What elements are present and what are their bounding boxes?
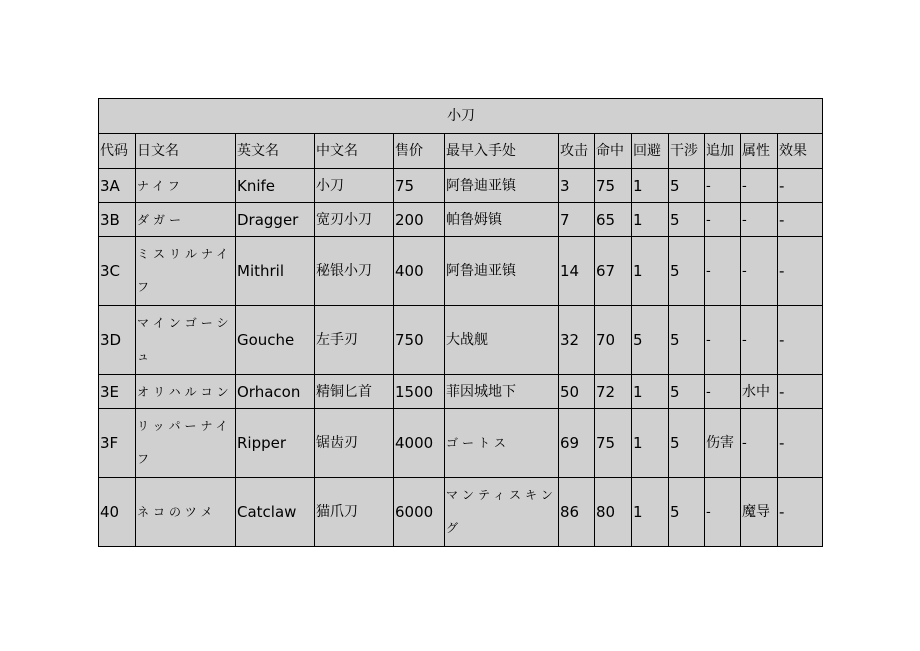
cell-effect: -	[778, 169, 823, 203]
cell-attack: 69	[559, 409, 595, 478]
table-title-row	[99, 99, 823, 134]
cell-bonus: -	[705, 237, 741, 306]
cell-evasion: 1	[632, 375, 669, 409]
cell-first-obtained: 大战舰	[445, 306, 559, 375]
header-evasion: 回避	[632, 134, 669, 169]
cell-jp-name: ミスリルナイフ	[136, 237, 236, 306]
header-price: 售价	[394, 134, 445, 169]
header-bonus: 追加	[705, 134, 741, 169]
cell-bonus: -	[705, 169, 741, 203]
header-en-name: 英文名	[236, 134, 315, 169]
cell-element: -	[741, 409, 778, 478]
table-row	[99, 237, 823, 306]
cell-bonus: -	[705, 203, 741, 237]
cell-accuracy: 67	[595, 237, 632, 306]
cell-evasion: 1	[632, 203, 669, 237]
cell-evasion: 5	[632, 306, 669, 375]
cell-element: -	[741, 169, 778, 203]
table-row	[99, 169, 823, 203]
cell-attack: 3	[559, 169, 595, 203]
table-row	[99, 375, 823, 409]
cell-element: 水中	[741, 375, 778, 409]
cell-interference: 5	[669, 169, 705, 203]
cell-first-obtained: 阿鲁迪亚镇	[445, 237, 559, 306]
cell-accuracy: 75	[595, 169, 632, 203]
table-row	[99, 478, 823, 547]
header-code: 代码	[99, 134, 136, 169]
header-first-obtained: 最早入手处	[445, 134, 559, 169]
cell-cn-name: 左手刃	[315, 306, 394, 375]
cell-effect: -	[778, 409, 823, 478]
cell-first-obtained: 阿鲁迪亚镇	[445, 169, 559, 203]
cell-cn-name: 秘银小刀	[315, 237, 394, 306]
cell-jp-name: オリハルコン	[136, 375, 236, 409]
header-accuracy: 命中	[595, 134, 632, 169]
cell-first-obtained: 菲因城地下	[445, 375, 559, 409]
cell-first-obtained: マンティスキング	[445, 478, 559, 547]
cell-attack: 32	[559, 306, 595, 375]
cell-evasion: 1	[632, 478, 669, 547]
cell-effect: -	[778, 237, 823, 306]
cell-en-name: Dragger	[236, 203, 315, 237]
cell-bonus: 伤害	[705, 409, 741, 478]
cell-bonus: -	[705, 478, 741, 547]
header-element: 属性	[741, 134, 778, 169]
cell-code: 3F	[99, 409, 136, 478]
cell-en-name: Ripper	[236, 409, 315, 478]
cell-cn-name: 锯齿刃	[315, 409, 394, 478]
header-effect: 效果	[778, 134, 823, 169]
cell-interference: 5	[669, 409, 705, 478]
header-attack: 攻击	[559, 134, 595, 169]
cell-interference: 5	[669, 306, 705, 375]
cell-cn-name: 宽刃小刀	[315, 203, 394, 237]
cell-en-name: Knife	[236, 169, 315, 203]
cell-interference: 5	[669, 375, 705, 409]
table-row	[99, 409, 823, 478]
cell-attack: 50	[559, 375, 595, 409]
cell-attack: 14	[559, 237, 595, 306]
cell-effect: -	[778, 306, 823, 375]
cell-attack: 7	[559, 203, 595, 237]
cell-price: 4000	[394, 409, 445, 478]
cell-code: 40	[99, 478, 136, 547]
header-interference: 干涉	[669, 134, 705, 169]
cell-code: 3D	[99, 306, 136, 375]
cell-bonus: -	[705, 306, 741, 375]
cell-code: 3B	[99, 203, 136, 237]
cell-evasion: 1	[632, 409, 669, 478]
cell-en-name: Orhacon	[236, 375, 315, 409]
cell-effect: -	[778, 375, 823, 409]
cell-first-obtained: 帕鲁姆镇	[445, 203, 559, 237]
cell-first-obtained: ゴートス	[445, 409, 559, 478]
cell-price: 6000	[394, 478, 445, 547]
table-header-row	[99, 134, 823, 169]
cell-price: 400	[394, 237, 445, 306]
cell-element: 魔导	[741, 478, 778, 547]
knife-weapon-table	[98, 98, 823, 547]
cell-code: 3E	[99, 375, 136, 409]
cell-cn-name: 精铜匕首	[315, 375, 394, 409]
table-title: 小刀	[99, 99, 823, 134]
cell-code: 3A	[99, 169, 136, 203]
cell-price: 75	[394, 169, 445, 203]
cell-effect: -	[778, 203, 823, 237]
cell-bonus: -	[705, 375, 741, 409]
cell-evasion: 1	[632, 169, 669, 203]
cell-accuracy: 80	[595, 478, 632, 547]
cell-jp-name: ナイフ	[136, 169, 236, 203]
cell-effect: -	[778, 478, 823, 547]
cell-interference: 5	[669, 237, 705, 306]
cell-evasion: 1	[632, 237, 669, 306]
cell-jp-name: リッパーナイフ	[136, 409, 236, 478]
table-row	[99, 203, 823, 237]
cell-element: -	[741, 306, 778, 375]
cell-code: 3C	[99, 237, 136, 306]
cell-en-name: Gouche	[236, 306, 315, 375]
cell-en-name: Mithril	[236, 237, 315, 306]
cell-price: 200	[394, 203, 445, 237]
cell-price: 750	[394, 306, 445, 375]
cell-jp-name: マインゴーシュ	[136, 306, 236, 375]
cell-cn-name: 猫爪刀	[315, 478, 394, 547]
cell-attack: 86	[559, 478, 595, 547]
cell-interference: 5	[669, 203, 705, 237]
cell-en-name: Catclaw	[236, 478, 315, 547]
cell-jp-name: ネコのツメ	[136, 478, 236, 547]
table-row	[99, 306, 823, 375]
cell-accuracy: 75	[595, 409, 632, 478]
cell-element: -	[741, 237, 778, 306]
cell-price: 1500	[394, 375, 445, 409]
cell-element: -	[741, 203, 778, 237]
header-jp-name: 日文名	[136, 134, 236, 169]
cell-interference: 5	[669, 478, 705, 547]
weapon-table-container	[98, 98, 822, 547]
cell-accuracy: 72	[595, 375, 632, 409]
cell-accuracy: 65	[595, 203, 632, 237]
cell-jp-name: ダガー	[136, 203, 236, 237]
cell-cn-name: 小刀	[315, 169, 394, 203]
header-cn-name: 中文名	[315, 134, 394, 169]
cell-accuracy: 70	[595, 306, 632, 375]
